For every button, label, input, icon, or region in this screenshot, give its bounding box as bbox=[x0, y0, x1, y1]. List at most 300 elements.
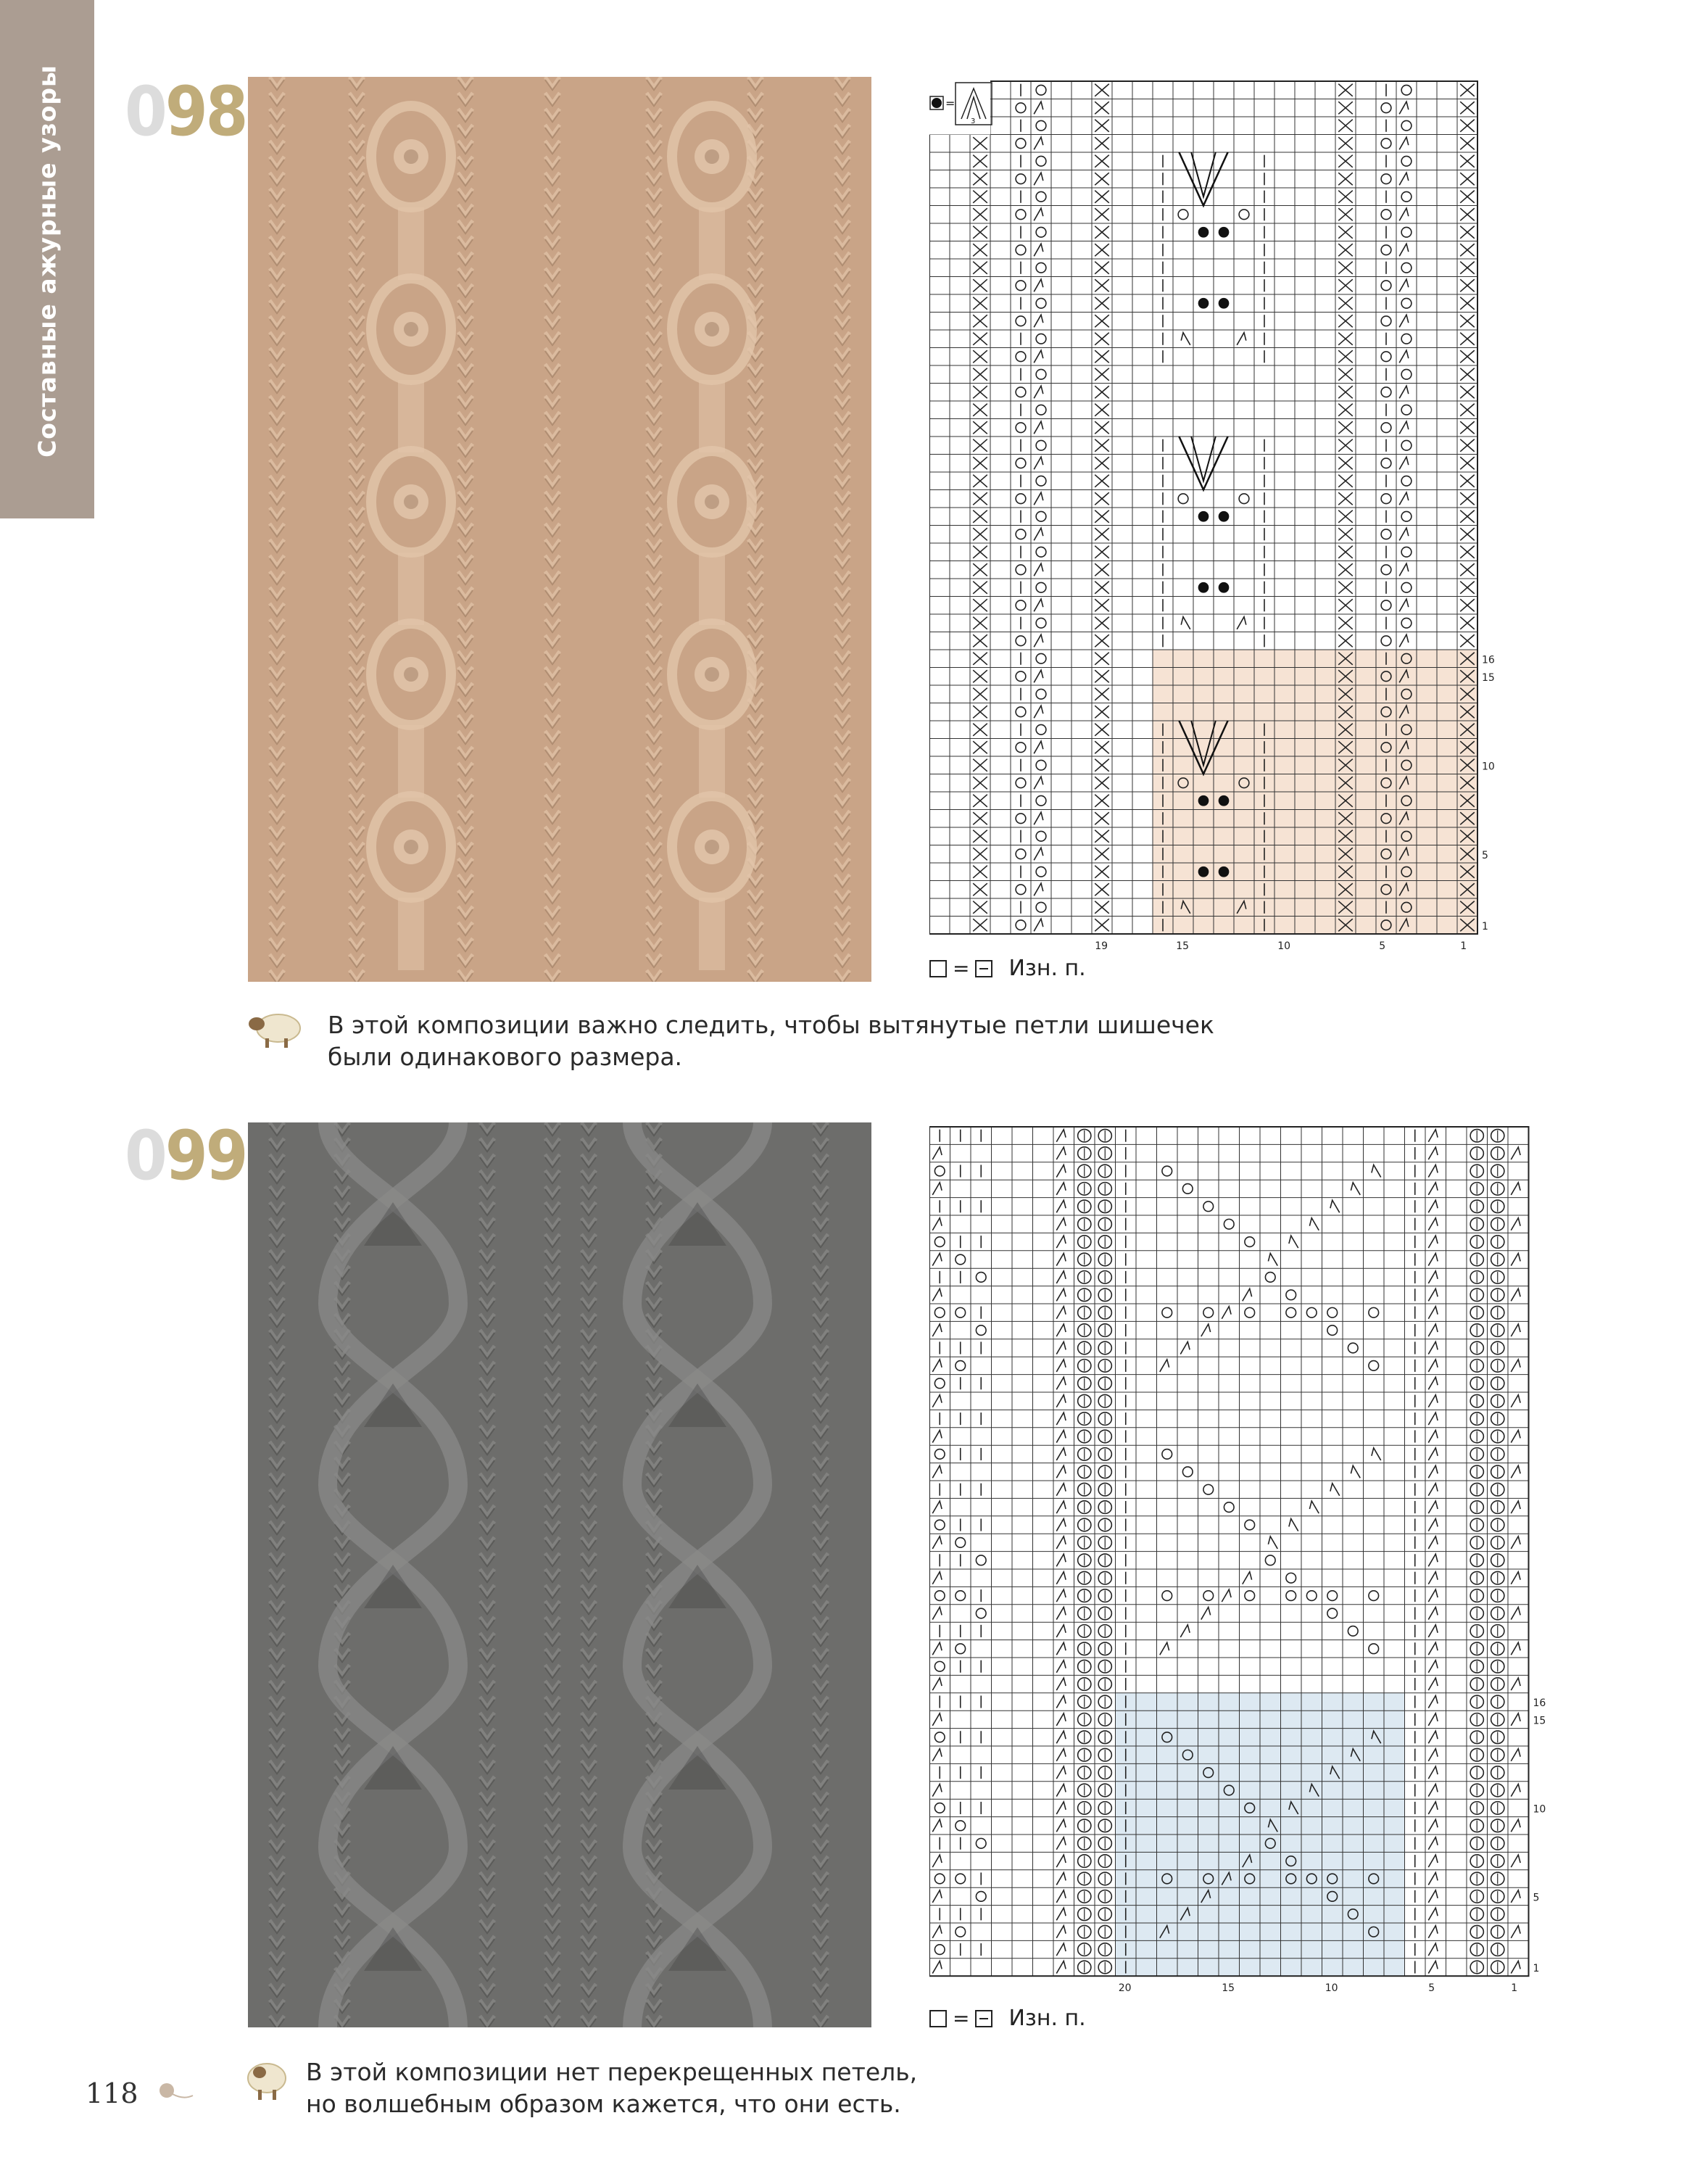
twisted-loop-mark bbox=[1491, 1660, 1504, 1673]
twisted-loop-mark bbox=[1098, 1518, 1111, 1531]
decrease-mark bbox=[1511, 1855, 1520, 1867]
twisted-loop-mark bbox=[1098, 1289, 1111, 1302]
cross-stitch-mark bbox=[1095, 563, 1109, 576]
decrease-mark bbox=[1056, 1484, 1066, 1496]
decrease-mark bbox=[1330, 1200, 1340, 1212]
yarn-over-mark bbox=[1381, 458, 1391, 468]
twisted-loop-mark bbox=[1491, 1217, 1504, 1230]
yarn-over-mark bbox=[1245, 1307, 1255, 1318]
yarn-over-mark bbox=[1036, 511, 1046, 521]
decrease-mark bbox=[1428, 1872, 1438, 1885]
yarn-over-mark bbox=[1036, 653, 1046, 663]
twisted-loop-mark bbox=[1491, 1377, 1504, 1390]
yarn-over-mark bbox=[1348, 1343, 1358, 1353]
twisted-loop-mark bbox=[1491, 1678, 1504, 1691]
twisted-loop-mark bbox=[1078, 1678, 1091, 1691]
decrease-mark bbox=[932, 1360, 942, 1372]
decrease-mark bbox=[932, 1926, 942, 1938]
twisted-loop-mark bbox=[1470, 1236, 1483, 1249]
twisted-loop-mark bbox=[1470, 1377, 1483, 1390]
row-number: 5 bbox=[1482, 849, 1488, 861]
yarn-over-mark bbox=[1401, 618, 1412, 628]
yarn-over-mark bbox=[1036, 902, 1046, 912]
twisted-loop-mark bbox=[1491, 1341, 1504, 1354]
twisted-loop-mark bbox=[1078, 1607, 1091, 1620]
cross-stitch-mark bbox=[1338, 155, 1353, 167]
yarn-over-mark bbox=[1162, 1166, 1172, 1176]
yarn-over-mark bbox=[976, 1273, 986, 1283]
twisted-loop-mark bbox=[1470, 1253, 1483, 1266]
svg-text:3: 3 bbox=[971, 117, 976, 125]
yarn-over-mark bbox=[1178, 210, 1188, 220]
decrease-mark bbox=[1399, 208, 1409, 220]
decrease-mark bbox=[1056, 1837, 1066, 1850]
twisted-loop-mark bbox=[1470, 1465, 1483, 1478]
yarn-over-mark bbox=[1401, 298, 1412, 308]
twisted-loop-mark bbox=[1078, 1943, 1091, 1956]
twisted-loop-mark bbox=[1098, 1147, 1111, 1160]
cross-stitch-mark bbox=[973, 848, 987, 860]
knitting-chart-099 bbox=[929, 1121, 1553, 2009]
cross-stitch-mark bbox=[1460, 120, 1475, 132]
cross-stitch-mark bbox=[1460, 279, 1475, 291]
decrease-mark bbox=[1351, 1183, 1360, 1195]
decrease-mark bbox=[1056, 1360, 1066, 1372]
decrease-mark bbox=[932, 1430, 942, 1442]
cross-stitch-mark bbox=[1338, 510, 1353, 523]
column-number: 20 bbox=[1118, 1982, 1132, 1994]
cross-stitch-mark bbox=[1460, 137, 1475, 149]
twisted-loop-mark bbox=[1491, 1607, 1504, 1620]
yarn-over-mark bbox=[934, 1945, 945, 1955]
twisted-loop-mark bbox=[1098, 1908, 1111, 1921]
cross-stitch-mark bbox=[1460, 563, 1475, 576]
twisted-loop-mark bbox=[1491, 1961, 1504, 1974]
decrease-mark bbox=[1034, 386, 1043, 398]
cross-stitch-mark bbox=[1095, 777, 1109, 789]
yarn-over-mark bbox=[1016, 529, 1026, 539]
yarn-over-mark bbox=[1016, 423, 1026, 433]
twisted-loop-mark bbox=[1491, 1589, 1504, 1602]
twisted-loop-mark bbox=[1078, 1571, 1091, 1584]
twisted-loop-mark bbox=[1470, 1165, 1483, 1178]
yarn-over-mark bbox=[1036, 440, 1046, 450]
twisted-loop-mark bbox=[1470, 1802, 1483, 1815]
cross-stitch-mark bbox=[1338, 102, 1353, 114]
cross-stitch-mark bbox=[1460, 528, 1475, 540]
decrease-mark bbox=[1428, 1890, 1438, 1903]
decrease-mark bbox=[1056, 1589, 1066, 1602]
yarn-over-mark bbox=[956, 1361, 966, 1371]
column-number: 15 bbox=[1222, 1982, 1235, 1994]
yarn-over-mark bbox=[1381, 387, 1391, 397]
pattern-098-note: В этой композиции важно следить, чтобы вытянутые петли шишечек были одинакового размера. bbox=[328, 1011, 1214, 1071]
decrease-mark bbox=[1399, 528, 1409, 540]
yarn-over-mark bbox=[1327, 1591, 1338, 1601]
yarn-over-mark bbox=[1016, 920, 1026, 930]
cross-stitch-mark bbox=[973, 901, 987, 914]
cross-stitch-mark bbox=[1460, 421, 1475, 434]
bobble-mark bbox=[1198, 582, 1209, 593]
cross-stitch-mark bbox=[1095, 883, 1109, 895]
column-number: 5 bbox=[1379, 940, 1386, 952]
yarn-over-mark bbox=[956, 1591, 966, 1601]
yarn-over-mark bbox=[1401, 440, 1412, 450]
cross-stitch-mark bbox=[1095, 226, 1109, 239]
decrease-mark bbox=[1181, 333, 1190, 345]
cross-stitch-mark bbox=[1095, 653, 1109, 665]
decrease-mark bbox=[1428, 1766, 1438, 1779]
yarn-over-mark bbox=[1016, 671, 1026, 682]
cross-stitch-mark bbox=[1095, 706, 1109, 718]
twisted-loop-mark bbox=[1098, 1660, 1111, 1673]
yarn-over-mark bbox=[1381, 352, 1391, 362]
cross-stitch-mark bbox=[973, 777, 987, 789]
cross-stitch-mark bbox=[1460, 492, 1475, 505]
yarn-over-mark bbox=[1016, 778, 1026, 788]
decrease-mark bbox=[1511, 1324, 1520, 1336]
twisted-loop-mark bbox=[1470, 1306, 1483, 1319]
decrease-mark bbox=[1056, 1802, 1066, 1814]
twisted-loop-mark bbox=[1491, 1802, 1504, 1815]
bobble-mark bbox=[1219, 227, 1230, 238]
decrease-mark bbox=[1056, 1341, 1066, 1354]
twisted-loop-mark bbox=[1491, 1430, 1504, 1443]
decrease-mark bbox=[932, 1289, 942, 1301]
bobble-mark bbox=[1198, 227, 1209, 238]
yarn-over-mark bbox=[1016, 316, 1026, 326]
twisted-loop-mark bbox=[1078, 1448, 1091, 1461]
twisted-loop-mark bbox=[1470, 1589, 1483, 1602]
twisted-loop-mark bbox=[1470, 1607, 1483, 1620]
row-number: 15 bbox=[1482, 671, 1495, 684]
cross-stitch-mark bbox=[1095, 262, 1109, 274]
cross-stitch-mark bbox=[1095, 475, 1109, 487]
decrease-mark bbox=[1034, 137, 1043, 149]
row-number: 16 bbox=[1533, 1697, 1546, 1710]
cross-stitch-mark bbox=[1095, 84, 1109, 96]
twisted-loop-mark bbox=[1491, 1483, 1504, 1496]
cross-stitch-mark bbox=[1338, 582, 1353, 594]
decrease-mark bbox=[1056, 1147, 1066, 1159]
cross-stitch-mark bbox=[1460, 315, 1475, 327]
column-number: 10 bbox=[1277, 940, 1291, 952]
twisted-loop-mark bbox=[1491, 1360, 1504, 1373]
cross-stitch-mark bbox=[1338, 368, 1353, 381]
twisted-loop-mark bbox=[1491, 1908, 1504, 1921]
cross-stitch-mark bbox=[973, 262, 987, 274]
yarn-over-mark bbox=[1381, 174, 1391, 184]
yarn-over-mark bbox=[934, 1661, 945, 1671]
yarn-over-mark bbox=[934, 1307, 945, 1318]
decrease-mark bbox=[1289, 1236, 1298, 1248]
twisted-loop-mark bbox=[1470, 1554, 1483, 1567]
twisted-loop-mark bbox=[1470, 1518, 1483, 1531]
twisted-loop-mark bbox=[1078, 1890, 1091, 1903]
decrease-mark bbox=[1351, 1465, 1360, 1478]
decrease-mark bbox=[1511, 1501, 1520, 1513]
cross-stitch-mark bbox=[1095, 244, 1109, 256]
cross-stitch-mark bbox=[1095, 102, 1109, 114]
cross-stitch-mark bbox=[1095, 368, 1109, 381]
twisted-loop-mark bbox=[1470, 1341, 1483, 1354]
decrease-mark bbox=[1399, 173, 1409, 185]
yarn-over-mark bbox=[1036, 156, 1046, 166]
row-number: 1 bbox=[1533, 1963, 1540, 1975]
twisted-loop-mark bbox=[1078, 1855, 1091, 1868]
yarn-over-mark bbox=[976, 1892, 986, 1902]
decrease-mark bbox=[1056, 1784, 1066, 1796]
cross-stitch-mark bbox=[1338, 634, 1353, 647]
cross-stitch-mark bbox=[973, 333, 987, 345]
knit-stitch-symbol bbox=[929, 2010, 947, 2027]
twisted-loop-mark bbox=[1491, 1731, 1504, 1744]
cross-stitch-mark bbox=[973, 155, 987, 167]
purl-stitch-symbol bbox=[975, 2010, 992, 2027]
decrease-mark bbox=[1056, 1890, 1066, 1903]
twisted-loop-mark bbox=[1491, 1147, 1504, 1160]
column-number: 15 bbox=[1176, 940, 1190, 952]
cross-stitch-mark bbox=[1338, 191, 1353, 203]
decrease-mark bbox=[1428, 1465, 1438, 1478]
twisted-loop-mark bbox=[1470, 1571, 1483, 1584]
column-number: 1 bbox=[1511, 1982, 1518, 1994]
decrease-mark bbox=[932, 1890, 942, 1903]
cross-stitch-mark bbox=[973, 617, 987, 629]
yarn-over-mark bbox=[1348, 1626, 1358, 1637]
cross-stitch-mark bbox=[1460, 439, 1475, 452]
yarn-over-mark bbox=[934, 1803, 945, 1813]
yarn-over-mark bbox=[1016, 210, 1026, 220]
decrease-mark bbox=[1056, 1908, 1066, 1920]
decrease-mark bbox=[1034, 173, 1043, 185]
decrease-mark bbox=[1034, 279, 1043, 291]
twisted-loop-mark bbox=[1078, 1908, 1091, 1921]
twisted-loop-mark bbox=[1098, 1625, 1111, 1638]
decrease-mark bbox=[1034, 208, 1043, 220]
twisted-loop-mark bbox=[1491, 1925, 1504, 1938]
decrease-mark bbox=[1056, 1395, 1066, 1407]
yarn-over-mark bbox=[1016, 743, 1026, 753]
decrease-mark bbox=[1511, 1183, 1520, 1195]
decrease-mark bbox=[932, 1218, 942, 1230]
yarn-over-mark bbox=[976, 1838, 986, 1848]
twisted-loop-mark bbox=[1078, 1483, 1091, 1496]
yarn-over-mark bbox=[1016, 138, 1026, 149]
twisted-loop-mark bbox=[1078, 1501, 1091, 1514]
knit-swatch-099-image bbox=[248, 1122, 871, 2027]
decrease-mark bbox=[1428, 1360, 1438, 1372]
twisted-loop-mark bbox=[1078, 1660, 1091, 1673]
twisted-loop-mark bbox=[1078, 1324, 1091, 1337]
yarn-over-mark bbox=[1239, 210, 1249, 220]
decrease-mark bbox=[1056, 1183, 1066, 1195]
yarn-over-mark bbox=[934, 1520, 945, 1530]
yarn-over-mark bbox=[1401, 369, 1412, 379]
cross-stitch-mark bbox=[1095, 279, 1109, 291]
decrease-mark bbox=[1428, 1324, 1438, 1336]
cross-stitch-mark bbox=[973, 492, 987, 505]
cross-stitch-mark bbox=[1338, 439, 1353, 452]
yarn-over-mark bbox=[1401, 547, 1412, 557]
twisted-loop-mark bbox=[1078, 1236, 1091, 1249]
yarn-over-mark bbox=[1401, 334, 1412, 344]
yarn-over-mark bbox=[1224, 1219, 1234, 1229]
cross-stitch-mark bbox=[1460, 262, 1475, 274]
cross-stitch-mark bbox=[973, 919, 987, 931]
page-number: 118 bbox=[86, 2077, 138, 2109]
cross-stitch-mark bbox=[973, 475, 987, 487]
yarn-over-mark bbox=[1016, 352, 1026, 362]
cross-stitch-mark bbox=[1460, 155, 1475, 167]
yarn-over-mark bbox=[934, 1591, 945, 1601]
cross-stitch-mark bbox=[1095, 120, 1109, 132]
cross-stitch-mark bbox=[1338, 244, 1353, 256]
yarn-over-mark bbox=[976, 1555, 986, 1565]
cross-stitch-mark bbox=[1095, 191, 1109, 203]
cross-stitch-mark bbox=[1095, 599, 1109, 611]
yarn-over-mark bbox=[956, 1307, 966, 1318]
cross-stitch-mark bbox=[1095, 866, 1109, 878]
twisted-loop-mark bbox=[1470, 1784, 1483, 1797]
cross-stitch-mark bbox=[1338, 137, 1353, 149]
twisted-loop-mark bbox=[1098, 1165, 1111, 1178]
yarn-over-mark bbox=[1182, 1467, 1193, 1477]
twisted-loop-mark bbox=[1470, 1908, 1483, 1921]
cross-stitch-mark bbox=[1460, 634, 1475, 647]
decrease-mark bbox=[1034, 777, 1043, 789]
decrease-mark bbox=[1428, 1165, 1438, 1177]
twisted-loop-mark bbox=[1470, 1943, 1483, 1956]
decrease-mark bbox=[1034, 919, 1043, 931]
twisted-loop-mark bbox=[1078, 1165, 1091, 1178]
decrease-mark bbox=[1399, 457, 1409, 469]
pattern-098-legend: = Изн. п. bbox=[929, 956, 1086, 981]
cross-stitch-mark bbox=[1338, 333, 1353, 345]
decrease-mark bbox=[1372, 1448, 1381, 1460]
cross-stitch-mark bbox=[1095, 848, 1109, 860]
decrease-mark bbox=[1428, 1554, 1438, 1566]
cross-stitch-mark bbox=[1095, 528, 1109, 540]
yarn-over-mark bbox=[934, 1166, 945, 1176]
twisted-loop-mark bbox=[1470, 1837, 1483, 1850]
twisted-loop-mark bbox=[1078, 1377, 1091, 1390]
twisted-loop-mark bbox=[1078, 1412, 1091, 1426]
twisted-loop-mark bbox=[1098, 1341, 1111, 1354]
twisted-loop-mark bbox=[1470, 1819, 1483, 1832]
decrease-mark bbox=[932, 1324, 942, 1336]
twisted-loop-mark bbox=[1078, 1217, 1091, 1230]
yarn-over-mark bbox=[956, 1254, 966, 1265]
decrease-mark bbox=[1056, 1766, 1066, 1779]
decrease-mark bbox=[1428, 1908, 1438, 1920]
cross-stitch-mark bbox=[973, 208, 987, 220]
decrease-mark bbox=[1056, 1695, 1066, 1708]
decrease-mark bbox=[1428, 1660, 1438, 1673]
twisted-loop-mark bbox=[1470, 1289, 1483, 1302]
decrease-mark bbox=[1428, 1377, 1438, 1389]
decrease-mark bbox=[1428, 1289, 1438, 1301]
decrease-mark bbox=[1428, 1536, 1438, 1549]
yarn-over-mark bbox=[1178, 494, 1188, 504]
sheep-icon bbox=[244, 2058, 290, 2106]
twisted-loop-mark bbox=[1470, 1748, 1483, 1761]
knit-swatch-098-image bbox=[248, 77, 871, 982]
cross-stitch-mark bbox=[973, 866, 987, 878]
yarn-over-mark bbox=[1036, 369, 1046, 379]
decrease-mark bbox=[1056, 1271, 1066, 1283]
twisted-loop-mark bbox=[1098, 1271, 1111, 1284]
cross-stitch-mark bbox=[973, 634, 987, 647]
twisted-loop-mark bbox=[1098, 1360, 1111, 1373]
decrease-mark bbox=[932, 1713, 942, 1726]
decrease-mark bbox=[1222, 1589, 1231, 1602]
decrease-mark bbox=[1428, 1695, 1438, 1708]
yarn-over-mark bbox=[934, 1874, 945, 1884]
decrease-mark bbox=[1511, 1713, 1520, 1726]
twisted-loop-mark bbox=[1098, 1731, 1111, 1744]
decrease-mark bbox=[1056, 1943, 1066, 1956]
bobble-mark bbox=[1219, 866, 1230, 877]
cross-stitch-mark bbox=[1095, 350, 1109, 363]
decrease-mark bbox=[932, 1501, 942, 1513]
twisted-loop-mark bbox=[1470, 1360, 1483, 1373]
cross-stitch-mark bbox=[973, 795, 987, 807]
cross-stitch-mark bbox=[1460, 350, 1475, 363]
yarn-over-mark bbox=[1401, 582, 1412, 592]
yarn-over-mark bbox=[1016, 707, 1026, 717]
yarn-over-mark bbox=[1036, 85, 1046, 95]
yarn-over-mark bbox=[1286, 1573, 1296, 1583]
twisted-loop-mark bbox=[1078, 1536, 1091, 1550]
twisted-loop-mark bbox=[1098, 1961, 1111, 1974]
cross-stitch-mark bbox=[1460, 102, 1475, 114]
cross-stitch-mark bbox=[973, 830, 987, 843]
cross-stitch-mark bbox=[1338, 457, 1353, 469]
cross-stitch-mark bbox=[1460, 244, 1475, 256]
yarn-ball-icon bbox=[151, 2080, 194, 2104]
bobble-mark bbox=[1198, 795, 1209, 806]
cross-stitch-mark bbox=[973, 368, 987, 381]
decrease-mark bbox=[1428, 1926, 1438, 1938]
twisted-loop-mark bbox=[1078, 1430, 1091, 1443]
decrease-mark bbox=[1056, 1554, 1066, 1566]
yarn-over-mark bbox=[1203, 1484, 1214, 1494]
decrease-mark bbox=[1180, 1341, 1190, 1354]
decrease-mark bbox=[1056, 1448, 1066, 1460]
twisted-loop-mark bbox=[1078, 1129, 1091, 1142]
decrease-mark bbox=[1056, 1501, 1066, 1513]
decrease-mark bbox=[1428, 1130, 1438, 1142]
cross-stitch-mark bbox=[1338, 475, 1353, 487]
twisted-loop-mark bbox=[1078, 1925, 1091, 1938]
yarn-over-mark bbox=[1016, 565, 1026, 575]
cross-stitch-mark bbox=[973, 421, 987, 434]
column-number: 10 bbox=[1325, 1982, 1338, 1994]
yarn-over-mark bbox=[1401, 476, 1412, 486]
decrease-mark bbox=[1056, 1713, 1066, 1726]
yarn-over-mark bbox=[1327, 1325, 1338, 1336]
twisted-loop-mark bbox=[1098, 1554, 1111, 1567]
decrease-mark bbox=[1268, 1253, 1277, 1265]
cross-stitch-mark bbox=[973, 386, 987, 398]
decrease-mark bbox=[1428, 1749, 1438, 1761]
yarn-over-mark bbox=[1265, 1555, 1275, 1565]
decrease-mark bbox=[1056, 1200, 1066, 1212]
decrease-mark bbox=[932, 1961, 942, 1973]
decrease-mark bbox=[1428, 1218, 1438, 1230]
decrease-mark bbox=[932, 1749, 942, 1761]
